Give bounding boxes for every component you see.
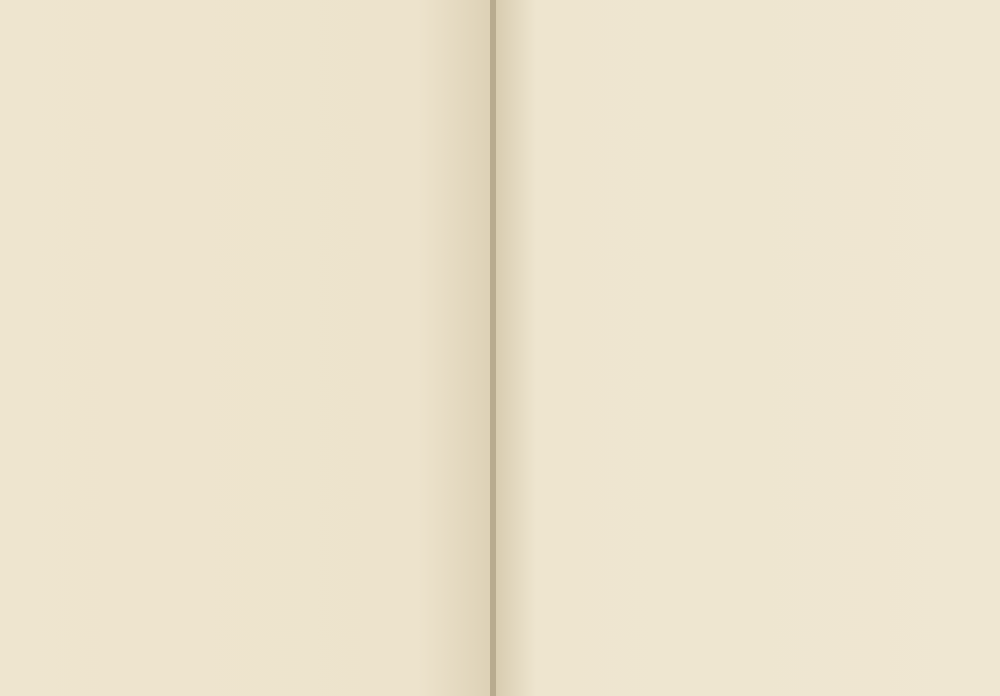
left-page [0, 0, 492, 696]
figure-4-chart [592, 424, 904, 624]
right-page [496, 0, 1000, 696]
